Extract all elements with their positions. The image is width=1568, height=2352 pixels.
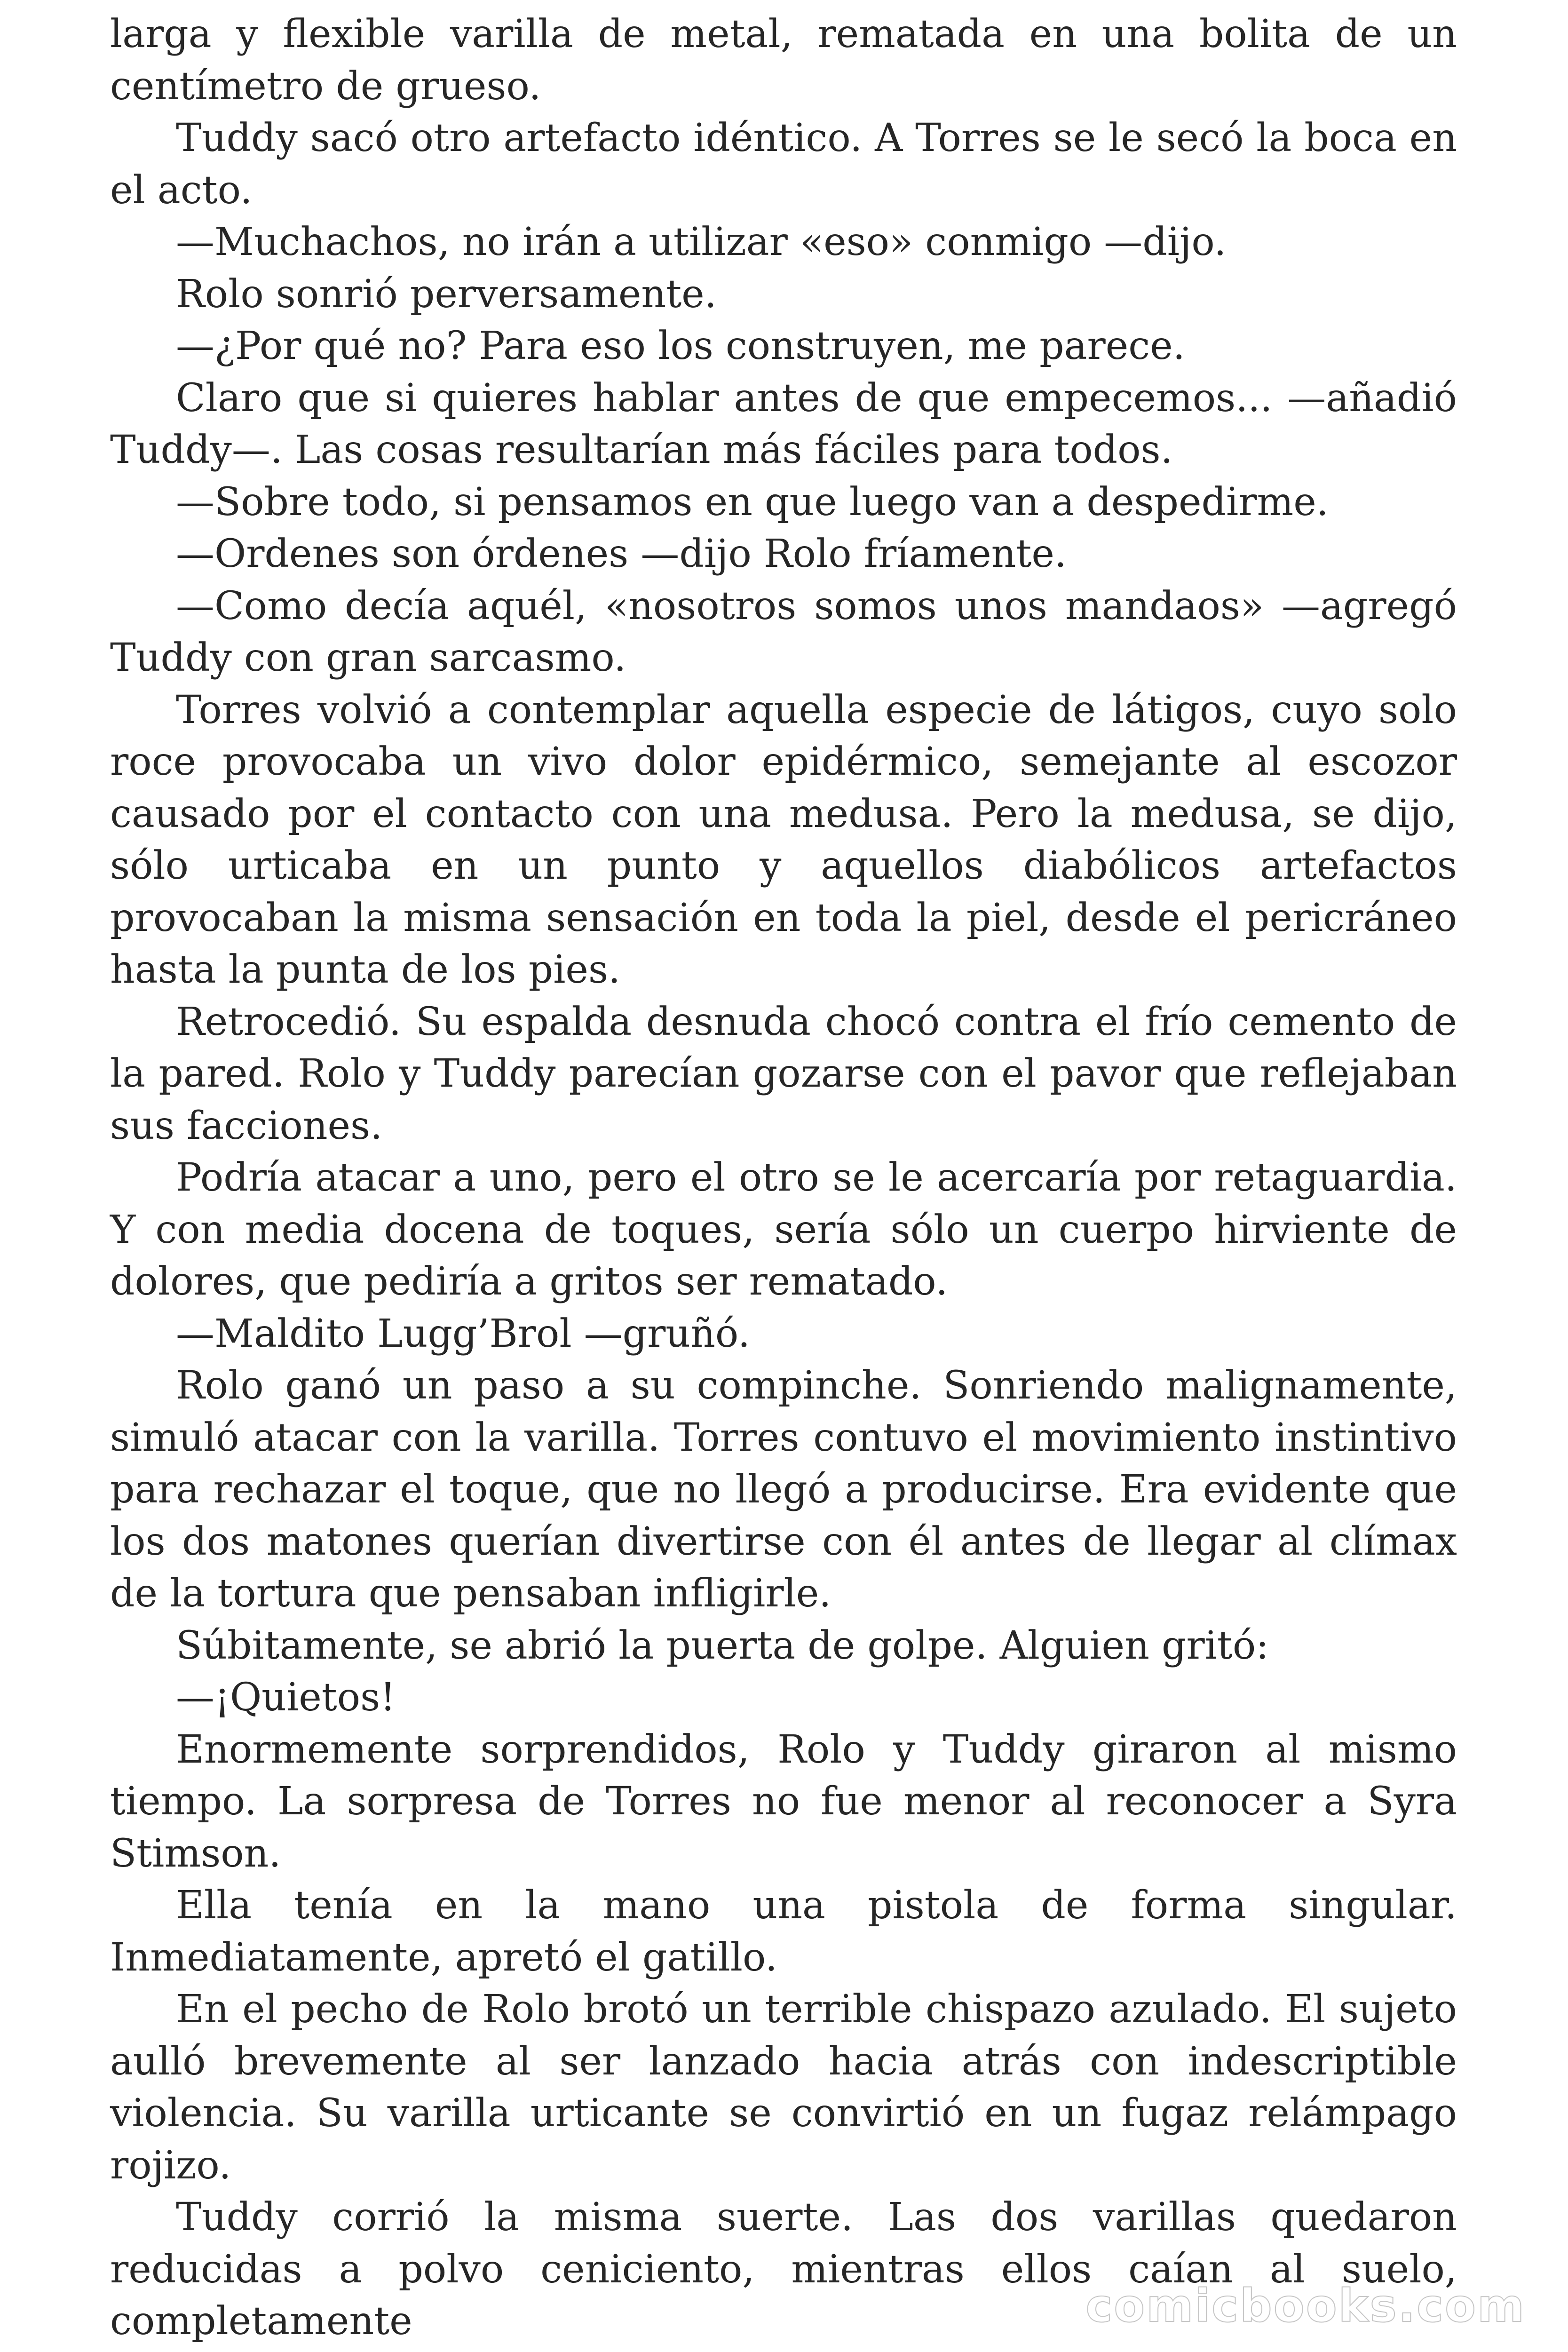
paragraph: Torres volvió a contemplar aquella especie de látigos, cuyo solo roce provocaba un vivo dolor epidérmico, semejante al escozor causado por el contacto con una medusa. Pero la medusa, se dijo, sólo urticaba en un punto y aquellos diabólicos artefactos provocaban la misma sensación en toda la piel, desde el pericráneo hasta la punta de los pies. <box>110 687 1457 992</box>
paragraph: Súbitamente, se abrió la puerta de golpe. Alguien gritó: <box>176 1623 1269 1668</box>
paragraph: En el pecho de Rolo brotó un terrible chispazo azulado. El sujeto aulló brevemente al ser lanzado hacia atrás con indescriptible violencia. Su varilla urticante se convirtió en un fugaz relámpago rojizo. <box>110 1987 1457 2188</box>
paragraph: Tuddy sacó otro artefacto idéntico. A Torres se le secó la boca en el acto. <box>110 116 1457 213</box>
dialogue-line: —Como decía aquél, «nosotros somos unos mandaos» —agregó Tuddy con gran sarcasmo. <box>110 583 1457 680</box>
paragraph: Tuddy corrió la misma suerte. Las dos varillas quedaron reducidas a polvo ceniciento, mientras ellos caían al suelo, completamente <box>110 2195 1457 2344</box>
paragraph: Ella tenía en la mano una pistola de forma singular. Inmediatamente, apretó el gatillo. <box>110 1883 1457 1980</box>
dialogue-line: —Sobre todo, si pensamos en que luego van a despedirme. <box>176 479 1329 524</box>
dialogue-line: —Maldito Lugg’Brol —gruñó. <box>176 1311 750 1356</box>
paragraph: Podría atacar a uno, pero el otro se le acercaría por retaguardia. Y con media docena de toques, sería sólo un cuerpo hirviente de dolores, que pediría a gritos ser rematado. <box>110 1155 1457 1304</box>
paragraph: Rolo ganó un paso a su compinche. Sonriendo malignamente, simuló atacar con la varilla. Torres contuvo el movimiento instintivo para rechazar el toque, que no llegó a producirse. Era evidente que los dos matones querían divertirse con él antes de llegar al clímax de la tortura que pensaban infligirle. <box>110 1363 1457 1616</box>
paragraph: Enormemente sorprendidos, Rolo y Tuddy giraron al mismo tiempo. La sorpresa de Torres no fue menor al reconocer a Syra Stimson. <box>110 1727 1457 1876</box>
paragraph: larga y flexible varilla de metal, rematada en una bolita de un centímetro de grueso. <box>110 12 1457 109</box>
dialogue-line: —¡Quietos! <box>176 1675 396 1720</box>
dialogue-line: —Ordenes son órdenes —dijo Rolo fríamente. <box>176 532 1067 576</box>
dialogue-line: —¿Por qué no? Para eso los construyen, me parece. <box>176 324 1185 368</box>
paragraph: Claro que si quieres hablar antes de que empecemos... —añadió Tuddy—. Las cosas resultarían más fáciles para todos. <box>110 375 1457 472</box>
body-text <box>110 8 1457 2348</box>
dialogue-line: —Muchachos, no irán a utilizar «eso» conmigo —dijo. <box>176 220 1227 264</box>
watermark: comicbooks.com <box>1085 2280 1526 2332</box>
paragraph: Retrocedió. Su espalda desnuda chocó contra el frío cemento de la pared. Rolo y Tuddy parecían gozarse con el pavor que reflejaban sus facciones. <box>110 999 1457 1148</box>
paragraph: Rolo sonrió perversamente. <box>176 271 717 317</box>
